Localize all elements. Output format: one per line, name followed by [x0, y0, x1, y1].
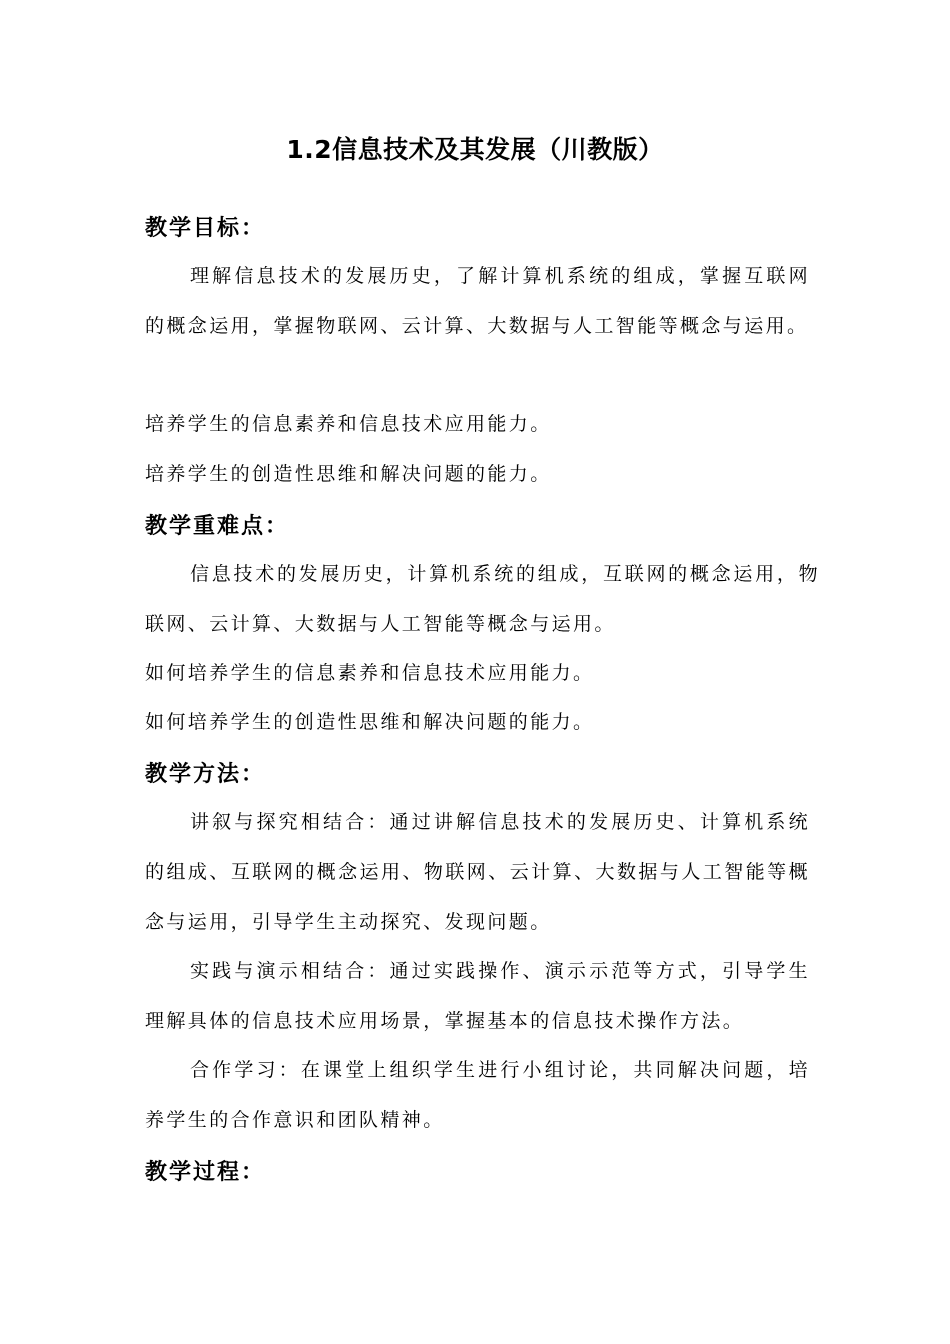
paragraph-objectives-1: 理解信息技术的发展历史，了解计算机系统的组成，掌握互联网的概念运用，掌握物联网、云计算、大数据与人工智能等概念与运用。 — [145, 265, 810, 337]
section-heading-methods: 教学方法： — [145, 761, 266, 787]
paragraph-methods-3: 合作学习：在课堂上组织学生进行小组讨论，共同解决问题，培养学生的合作意识和团队精神。 — [145, 1059, 810, 1131]
paragraph-objectives-3: 培养学生的创造性思维和解决问题的能力。 — [145, 463, 552, 485]
section-heading-process: 教学过程： — [145, 1159, 266, 1185]
paragraph-key-points-2: 如何培养学生的信息素养和信息技术应用能力。 — [145, 662, 595, 684]
section-heading-objectives: 教学目标： — [145, 215, 266, 241]
paragraph-objectives-2: 培养学生的信息素养和信息技术应用能力。 — [145, 413, 552, 435]
paragraph-key-points-1: 信息技术的发展历史，计算机系统的组成，互联网的概念运用，物联网、云计算、大数据与人工智能等概念与运用。 — [145, 563, 820, 635]
section-heading-key-points: 教学重难点： — [145, 513, 290, 539]
paragraph-methods-1: 讲叙与探究相结合：通过讲解信息技术的发展历史、计算机系统的组成、互联网的概念运用、物联网、云计算、大数据与人工智能等概念与运用，引导学生主动探究、发现问题。 — [145, 811, 810, 933]
paragraph-methods-2: 实践与演示相结合：通过实践操作、演示示范等方式，引导学生理解具体的信息技术应用场景，掌握基本的信息技术操作方法。 — [145, 960, 810, 1032]
document-title: 1.2信息技术及其发展（川教版） — [286, 135, 664, 164]
paragraph-key-points-3: 如何培养学生的创造性思维和解决问题的能力。 — [145, 711, 595, 733]
